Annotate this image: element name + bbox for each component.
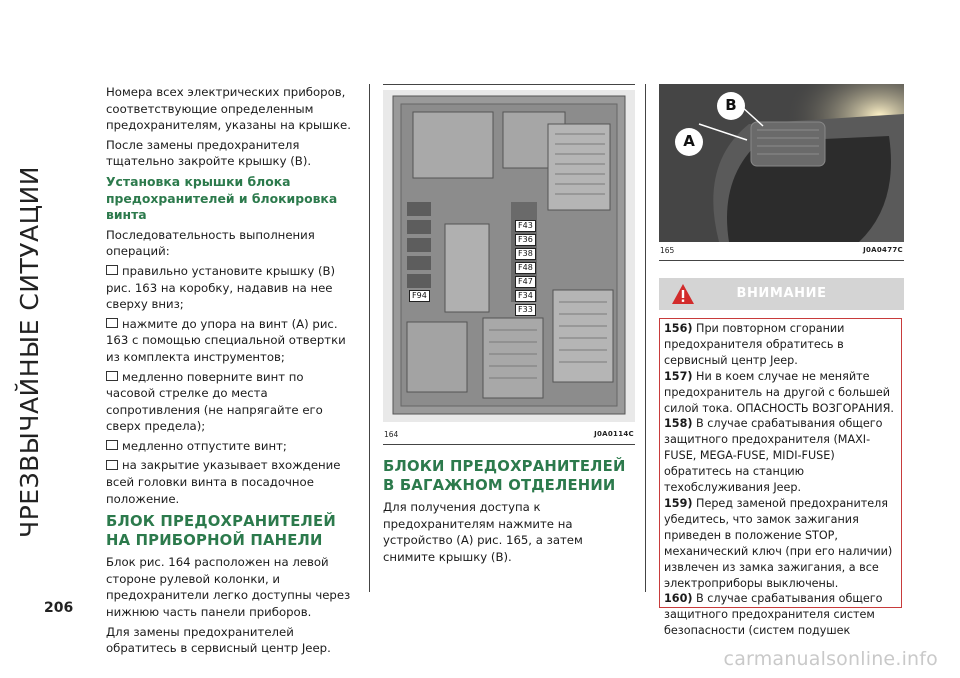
list-item: нажмите до упора на винт (А) рис. 163 с помощью специальной отвертки из комплекта инструментов; — [106, 316, 346, 364]
figure-number: 165 — [660, 246, 675, 255]
warning-box — [659, 318, 902, 638]
checkbox-bullet-icon — [106, 318, 118, 328]
fuse-box-figure — [383, 90, 635, 422]
watermark: carmanualsonline.info — [723, 648, 938, 670]
warning-item: 159) Перед заменой предохранителя убедитесь, что замок зажигания приведен в положение STOP, механический ключ (при его наличии) извлечен из замка зажигания, а все электроприборы выключены. — [664, 496, 893, 590]
fuse-label: F47 — [515, 276, 536, 288]
paragraph: Последовательность выполнения операций: — [106, 227, 315, 259]
list-item: на закрытие указывает вхождение всей головки винта в посадочное положение. — [106, 458, 341, 506]
checkbox-bullet-icon — [106, 440, 118, 450]
callout-label-a: A — [683, 132, 695, 150]
paragraph: Номера всех электрических приборов, соответствующие определенным предохранителям, указаны на крышке. — [106, 85, 351, 133]
figure-bottom-rule — [383, 444, 635, 445]
text-column-2 — [383, 452, 635, 568]
dashboard-fuse-box-drawing — [383, 90, 635, 422]
warning-item: 156) При повторном сгорании предохранителя обратитесь в сервисный центр Jeep. — [664, 322, 845, 367]
fuse-label: F38 — [515, 248, 536, 260]
paragraph: После замены предохранителя тщательно закройте крышку (В). — [106, 137, 312, 169]
chapter-title: ЧРЕЗВЫЧАЙНЫЕ СИТУАЦИИ — [15, 166, 44, 538]
fuse-label: F33 — [515, 304, 536, 316]
figure-top-rule — [383, 84, 635, 85]
fuse-label: F48 — [515, 262, 536, 274]
page-number: 206 — [44, 600, 74, 616]
list-item: медленно отпустите винт; — [106, 438, 356, 455]
figure-bottom-rule — [659, 260, 904, 261]
warning-header — [659, 278, 904, 310]
warning-item: 158) В случае срабатывания общего защитного предохранителя (MAXI-FUSE, MEGA-FUSE, MIDI-FUSE) обратитесь на станцию техобслуживания Jeep. — [664, 417, 883, 495]
fuse-label: F36 — [515, 234, 536, 246]
section-heading: БЛОКИ ПРЕДОХРАНИТЕЛЕЙ В БАГАЖНОМ ОТДЕЛЕНИИ — [383, 458, 626, 494]
column-divider — [645, 84, 646, 592]
warning-item: 157) Ни в коем случае не меняйте предохранитель на другой с большей силой тока. ОПАСНОСТЬ ВОЗГОРАНИЯ. — [664, 369, 894, 415]
figure-code: J0A0477C — [863, 246, 903, 254]
figure-code: J0A0114C — [594, 430, 634, 438]
list-item: медленно поверните винт по часовой стрелке до места сопротивления (не напрягайте его сверх предела); — [106, 369, 323, 434]
section-heading: Установка крышки блока предохранителей и блокировка винта — [106, 173, 338, 223]
text-column-1 — [106, 84, 356, 660]
fuse-label: F94 — [409, 290, 430, 302]
warning-item: 160) В случае срабатывания общего защитного предохранителя систем безопасности (систем подушек — [664, 592, 883, 638]
paragraph: Для получения доступа к предохранителям нажмите на устройство (А) рис. 165, а затем снимите крышку (В). — [383, 500, 583, 564]
list-item: правильно установите крышку (В) рис. 163 на коробку, надавив на нее сверху вниз; — [106, 263, 336, 312]
checkbox-bullet-icon — [106, 460, 118, 470]
trunk-panel-drawing — [659, 84, 904, 242]
warning-title: ВНИМАНИЕ — [736, 286, 827, 301]
figure-caption — [384, 430, 634, 439]
fuse-label: F34 — [515, 290, 536, 302]
checkbox-bullet-icon — [106, 371, 118, 381]
checkbox-bullet-icon — [106, 265, 118, 275]
figure-caption — [660, 246, 903, 255]
trunk-fuse-photo — [659, 84, 904, 242]
fuse-label: F43 — [515, 220, 536, 232]
callout-label-b: B — [725, 96, 737, 114]
paragraph: Для замены предохранителей обратитесь в сервисный центр Jeep. — [106, 624, 331, 656]
column-divider — [369, 84, 370, 592]
section-heading: БЛОК ПРЕДОХРАНИТЕЛЕЙ НА ПРИБОРНОЙ ПАНЕЛИ — [106, 513, 336, 549]
paragraph: Блок рис. 164 расположен на левой стороне рулевой колонки, и предохранители легко доступны через нижнюю часть панели приборов. — [106, 555, 351, 620]
figure-number: 164 — [384, 430, 399, 439]
